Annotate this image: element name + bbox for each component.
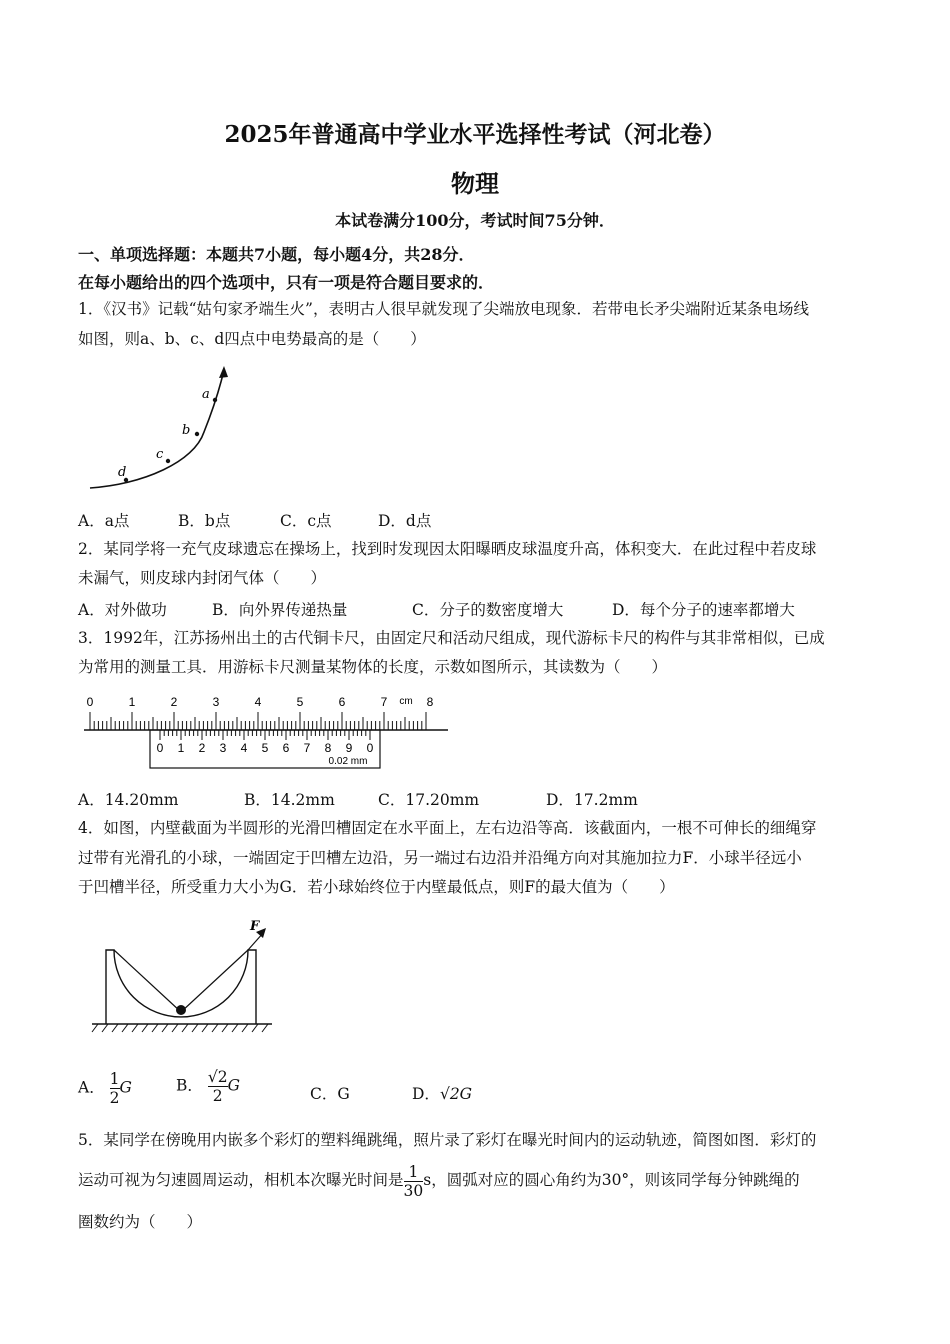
q3-option-a[interactable]: A．14.20mm [78,791,179,809]
q4-line3: 于凹槽半径，所受重力大小为G．若小球始终位于内壁最低点，则F的最大值为（ ） [78,878,675,896]
main-label: 7 [380,695,388,709]
q1-option-a[interactable]: A．a点 [78,512,130,530]
main-label: 6 [338,695,346,709]
section-heading: 一、单项选择题：本题共7小题，每小题4分，共28分． [78,245,475,264]
label-a: a [202,387,210,402]
q1-option-b[interactable]: B．b点 [178,512,231,530]
fraction-one-half: $\frac{1}{2}$ [109,1070,120,1107]
main-label: 5 [296,695,304,709]
exam-title: 2025年普通高中学业水平选择性考试（河北卷） [224,121,726,148]
fraction-root2-over-2: $\frac{√2}{2}$ [207,1068,228,1105]
main-label: 0 [86,695,94,709]
force-label: F [250,919,260,934]
q5-line2: 运动可视为匀速圆周运动，相机本次曝光时间是 $\frac{1}{30}$ s，圆弧对应的圆心角约为30°，则该同学每分钟跳绳的 [78,1162,800,1200]
fraction-exposure-time: $\frac{1}{30}$ [403,1162,424,1200]
q2-option-d[interactable]: D．每个分子的速率都增大 [612,601,795,619]
section-instruction: 在每小题给出的四个选项中，只有一项是符合题目要求的． [78,273,495,292]
q4-option-d[interactable]: D．√2G [412,1085,473,1103]
q4-option-c[interactable]: C．G [310,1085,350,1103]
main-label: 2 [170,695,178,709]
vernier-label: 8 [324,741,332,755]
q1-line1: 1．《汉书》记载“姑句家矛端生火”，表明古人很早就发现了尖端放电现象．若带电长矛尖端附近某条电场线 [78,300,809,318]
q1-option-c[interactable]: C．c点 [280,512,332,530]
vernier-unit: 0.02 mm [328,756,368,767]
vernier-label: 6 [282,741,290,755]
q5-line3: 圈数约为（ ） [78,1213,203,1231]
vernier-label: 1 [177,741,185,755]
q3-line1: 3．1992年，江苏扬州出土的古代铜卡尺，由固定尺和活动尺组成，现代游标卡尺的构件与其非常相似，已成 [78,629,825,647]
vernier-label: 7 [303,741,311,755]
vernier-label: 4 [240,741,248,755]
q5-line1: 5．某同学在傍晚用内嵌多个彩灯的塑料绳跳绳，照片录了彩灯在曝光时间内的运动轨迹，简图如图．彩灯的 [78,1131,817,1149]
q4-option-b[interactable]: B． $\frac{√2}{2}$ G [176,1068,240,1105]
vernier-label: 2 [198,741,206,755]
q4-groove-figure [88,914,278,1036]
main-label: 4 [254,695,262,709]
q1-field-line-figure [84,362,244,494]
q2-option-b[interactable]: B．向外界传递热量 [212,601,348,619]
label-b: b [182,423,191,438]
main-unit: cm [399,696,413,707]
q1-option-d[interactable]: D．d点 [378,512,432,530]
q3-option-c[interactable]: C．17.20mm [378,791,480,809]
q2-line2: 未漏气，则皮球内封闭气体（ ） [78,569,327,587]
main-label: 8 [426,695,434,709]
vernier-label: 3 [219,741,227,755]
vernier-label: 0 [156,741,164,755]
vernier-caliper-figure [80,692,452,774]
vernier-label: 5 [261,741,269,755]
vernier-label: 9 [345,741,353,755]
vernier-label: 0 [366,741,374,755]
q3-option-b[interactable]: B．14.2mm [244,791,335,809]
subject-title: 物理 [451,169,499,198]
q4-line1: 4．如图，内壁截面为半圆形的光滑凹槽固定在水平面上，左右边沿等高．该截面内，一根不可伸长的细绳穿 [78,819,817,837]
q2-option-c[interactable]: C．分子的数密度增大 [412,601,564,619]
main-label: 3 [212,695,220,709]
q1-line2: 如图，则a、b、c、d四点中电势最高的是（ ） [78,330,426,348]
q3-line2: 为常用的测量工具．用游标卡尺测量某物体的长度，示数如图所示，其读数为（ ） [78,658,668,676]
q3-option-d[interactable]: D．17.2mm [546,791,638,809]
q2-option-a[interactable]: A．对外做功 [78,601,167,619]
q4-option-a[interactable]: A． $\frac{1}{2}$ G [78,1070,132,1107]
label-c: c [156,447,164,462]
q2-line1: 2．某同学将一充气皮球遗忘在操场上，找到时发现因太阳曝晒皮球温度升高，体积变大．在此过程中若皮球 [78,540,817,558]
label-d: d [118,465,127,480]
main-label: 1 [128,695,136,709]
exam-info: 本试卷满分100分，考试时间75分钟． [335,211,615,230]
q4-line2: 过带有光滑孔的小球，一端固定于凹槽左边沿，另一端过右边沿并沿绳方向对其施加拉力F．小球半径远小 [78,849,802,867]
